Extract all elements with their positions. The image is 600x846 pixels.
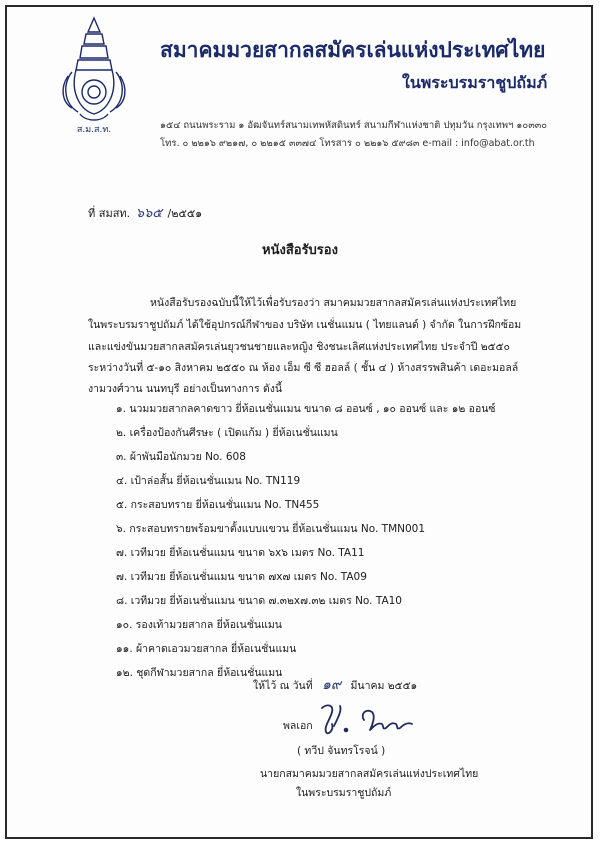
body-line-5: งามวงศ์วาน นนทบุรี อย่างเป็นทางการ ดังนี้: [88, 383, 283, 395]
list-item: ๑๑. ผ้าคาดเอวมวยสากล ยี่ห้อเนชั่นแมน: [116, 643, 297, 655]
association-emblem-logo: [58, 14, 130, 136]
reference-number: [88, 202, 202, 223]
list-item: ๗. เวทีมวย ยี่ห้อเนชั่นแมน ขนาด ๗x๗ เมตร No. TA09: [116, 571, 367, 583]
document-heading: หนังสือรับรอง: [262, 243, 338, 258]
issue-date-day: ๑๙: [321, 677, 342, 693]
issue-date-prefix: ให้ไว้ ณ วันที่: [253, 680, 313, 692]
emblem-caption: ส.ม.ส.ท.: [76, 125, 112, 135]
organization-name: สมาคมมวยสากลสมัครเล่นแห่งประเทศไทย: [160, 38, 546, 62]
list-item: ๓. ผ้าพันมือนักมวย No. 608: [116, 451, 246, 463]
issue-date: [253, 674, 417, 696]
signer-position: นายกสมาคมมวยสากลสมัครเล่นแห่งประเทศไทย: [260, 768, 479, 780]
signer-name: ( ทวีป จันทรโรจน์ ): [297, 745, 386, 757]
list-item: ๖. กระสอบทรายพร้อมขาตั้งแบบแขวน ยี่ห้อเนชั่นแมน No. TMN001: [116, 523, 426, 535]
reference-handwritten-number: ๖๖๕: [135, 206, 163, 221]
list-item: ๗. เวทีมวย ยี่ห้อเนชั่นแมน ขนาด ๖x๖ เมตร No. TA11: [116, 547, 365, 559]
organization-contact: โทร. ๐ ๒๒๑๖ ๙๒๑๗, ๐ ๒๒๑๕ ๓๓๗๔ โทรสาร ๐ ๒๒๑๖ ๕๙๘๓ e-mail : info@abat.or.th: [160, 138, 535, 149]
reference-year: /๒๕๕๑: [167, 207, 203, 220]
list-item: ๑๐. รองเท้ามวยสากล ยี่ห้อเนชั่นแมน: [116, 619, 282, 631]
list-item: ๘. เวทีมวย ยี่ห้อเนชั่นแมน ขนาด ๗.๓๒x๗.๓๒ เมตร No. TA10: [116, 595, 402, 607]
organization-patronage: ในพระบรมราชูปถัมภ์: [402, 73, 548, 92]
body-line-1: หนังสือรับรองฉบับนี้ให้ไว้เพื่อรับรองว่า สมาคมมวยสากลสมัครเล่นแห่งประเทศไทย: [150, 297, 517, 309]
list-item: ๒. เครื่องป้องกันศีรษะ ( เปิดแก้ม ) ยี่ห้อเนชั่นแมน: [116, 427, 338, 439]
body-line-3: และแข่งขันมวยสากลสมัครเล่นยุวชนชายและหญิง ชิงชนะเลิศแห่งประเทศไทย ประจำปี ๒๕๕๐: [88, 341, 510, 353]
issue-date-month-year: มีนาคม ๒๕๕๑: [350, 680, 418, 692]
body-line-2: ในพระบรมราชูปถัมภ์ ได้ใช้อุปกรณ์กีฬาของ บริษัท เนชั่นแมน ( ไทยแลนด์ ) จำกัด ในการฝึกซ้อม: [88, 319, 522, 331]
organization-address: ๑๕๔ ถนนพระราม ๑ อัฒจันทร์สนามเทพหัสดินทร์ สนามกีฬาแห่งชาติ ปทุมวัน กรุงเทพฯ ๑๐๓๓๐: [160, 120, 547, 131]
list-item: ๕. กระสอบทราย ยี่ห้อเนชั่นแมน No. TN455: [116, 499, 320, 511]
list-item: ๑๒. ชุดกีฬามวยสากล ยี่ห้อเนชั่นแมน: [116, 667, 283, 679]
reference-prefix: ที่ สมสท.: [88, 207, 131, 220]
list-item: ๑. นวมมวยสากลคาดขาว ยี่ห้อเนชั่นแมน ขนาด ๘ ออนซ์ , ๑๐ ออนซ์ และ ๑๒ ออนซ์: [116, 403, 496, 415]
body-line-4: ระหว่างวันที่ ๕-๑๐ สิงหาคม ๒๕๕๐ ณ ห้อง เอ็ม ซี ซี ฮอลล์ ( ชั้น ๔ ) ห้างสรรพสินค้า เดอะมอลล์: [88, 362, 519, 374]
list-item: ๔. เป้าล่อสั้น ยี่ห้อเนชั่นแมน No. TN119: [116, 475, 301, 487]
signer-rank: พลเอก: [283, 720, 313, 732]
handwritten-signature: [312, 696, 427, 742]
signer-position-patronage: ในพระบรมราชูปถัมภ์: [296, 787, 392, 799]
